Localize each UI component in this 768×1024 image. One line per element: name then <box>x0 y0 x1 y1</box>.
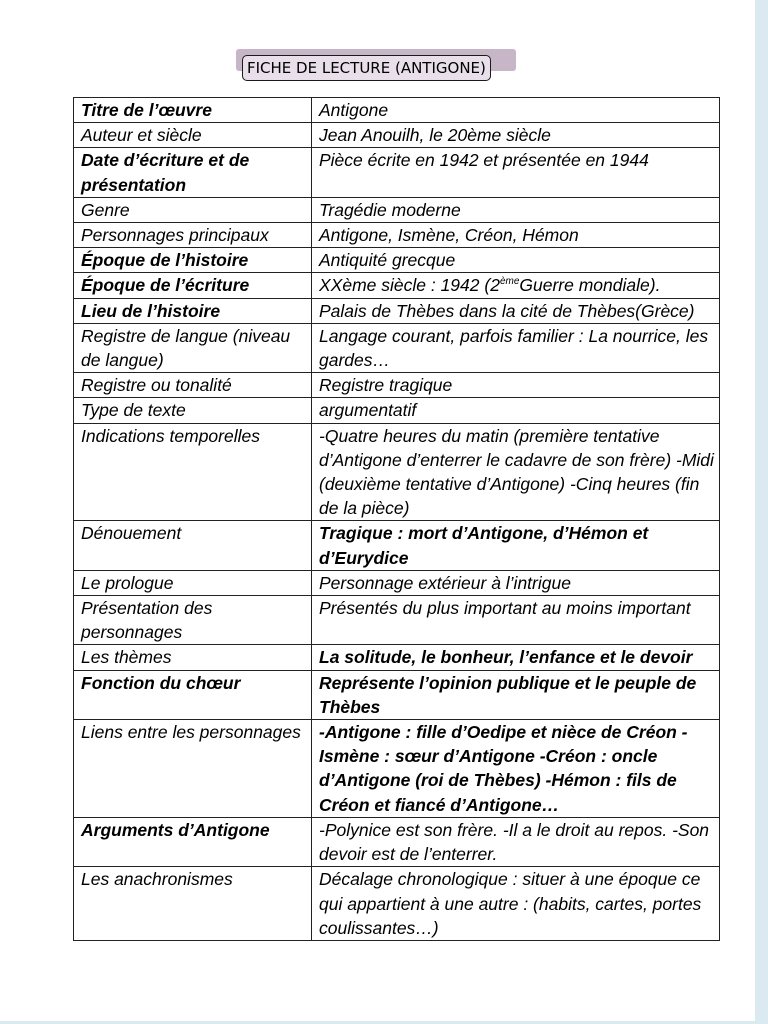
table-row <box>74 373 720 398</box>
table-row <box>74 197 720 222</box>
row-label: Époque de l’histoire <box>74 248 312 273</box>
row-value: Tragique : mort d’Antigone, d’Hémon et d’Eurydice <box>312 521 720 570</box>
table-row <box>74 521 720 570</box>
table-row <box>74 123 720 148</box>
table-row <box>74 398 720 423</box>
table-row <box>74 670 720 719</box>
row-label: Présentation des personnages <box>74 596 312 645</box>
value-text: Guerre mondiale). <box>519 275 661 296</box>
row-value: Pièce écrite en 1942 et présentée en 1944 <box>312 148 720 197</box>
row-label: Type de texte <box>74 398 312 423</box>
row-label: Registre ou tonalité <box>74 373 312 398</box>
row-value <box>312 273 720 298</box>
row-label: Les thèmes <box>74 645 312 670</box>
table-row <box>74 298 720 323</box>
row-label: Personnages principaux <box>74 223 312 248</box>
row-value: Langage courant, parfois familier : La nourrice, les gardes… <box>312 323 720 372</box>
table-row <box>74 323 720 372</box>
row-label: Époque de l’écriture <box>74 273 312 298</box>
row-value: Tragédie moderne <box>312 197 720 222</box>
table-row <box>74 817 720 866</box>
table-row <box>74 423 720 521</box>
table-row <box>74 273 720 298</box>
page-title: FICHE DE LECTURE (ANTIGONE) <box>242 55 491 81</box>
row-label: Le prologue <box>74 570 312 595</box>
row-label: Liens entre les personnages <box>74 720 312 818</box>
row-label: Fonction du chœur <box>74 670 312 719</box>
row-label: Titre de l’œuvre <box>74 98 312 123</box>
row-value: Antigone, Ismène, Créon, Hémon <box>312 223 720 248</box>
row-value: argumentatif <box>312 398 720 423</box>
table-row <box>74 645 720 670</box>
row-value: Antiquité grecque <box>312 248 720 273</box>
table-row <box>74 720 720 818</box>
value-text: XXème siècle : 1942 (2 <box>319 275 500 296</box>
row-value: Présentés du plus important au moins important <box>312 596 720 645</box>
row-value: Antigone <box>312 98 720 123</box>
table-row <box>74 98 720 123</box>
row-label: Lieu de l’histoire <box>74 298 312 323</box>
row-label: Genre <box>74 197 312 222</box>
ordinal-superscript: ème <box>499 276 520 288</box>
row-label: Registre de langue (niveau de langue) <box>74 323 312 372</box>
row-value: Décalage chronologique : situer à une époque ce qui appartient à une autre : (habits, cartes, portes coulissantes…) <box>312 867 720 941</box>
table-row <box>74 223 720 248</box>
row-label: Les anachronismes <box>74 867 312 941</box>
table-row <box>74 148 720 197</box>
row-label: Auteur et siècle <box>74 123 312 148</box>
table-row <box>74 248 720 273</box>
row-value: -Polynice est son frère. -Il a le droit au repos. -Son devoir est de l’enterrer. <box>312 817 720 866</box>
row-value: Registre tragique <box>312 373 720 398</box>
row-label: Dénouement <box>74 521 312 570</box>
reading-sheet-table <box>73 97 720 941</box>
row-value: La solitude, le bonheur, l’enfance et le devoir <box>312 645 720 670</box>
row-label: Arguments d’Antigone <box>74 817 312 866</box>
row-label: Indications temporelles <box>74 423 312 521</box>
row-label: Date d’écriture et de présentation <box>74 148 312 197</box>
row-value: Palais de Thèbes dans la cité de Thèbes(Grèce) <box>312 298 720 323</box>
table-row <box>74 596 720 645</box>
table-row <box>74 570 720 595</box>
table-row <box>74 867 720 941</box>
row-value: -Quatre heures du matin (première tentative d’Antigone d’enterrer le cadavre de son frère) -Midi (deuxième tentative d’Antigone) -Cinq heures (fin de la pièce) <box>312 423 720 521</box>
row-value: -Antigone : fille d’Oedipe et nièce de Créon -Ismène : sœur d’Antigone -Créon : oncle d’Antigone (roi de Thèbes) -Hémon : fils de Créon et fiancé d’Antigone… <box>312 720 720 818</box>
row-value: Personnage extérieur à l’intrigue <box>312 570 720 595</box>
row-value: Jean Anouilh, le 20ème siècle <box>312 123 720 148</box>
row-value: Représente l’opinion publique et le peuple de Thèbes <box>312 670 720 719</box>
